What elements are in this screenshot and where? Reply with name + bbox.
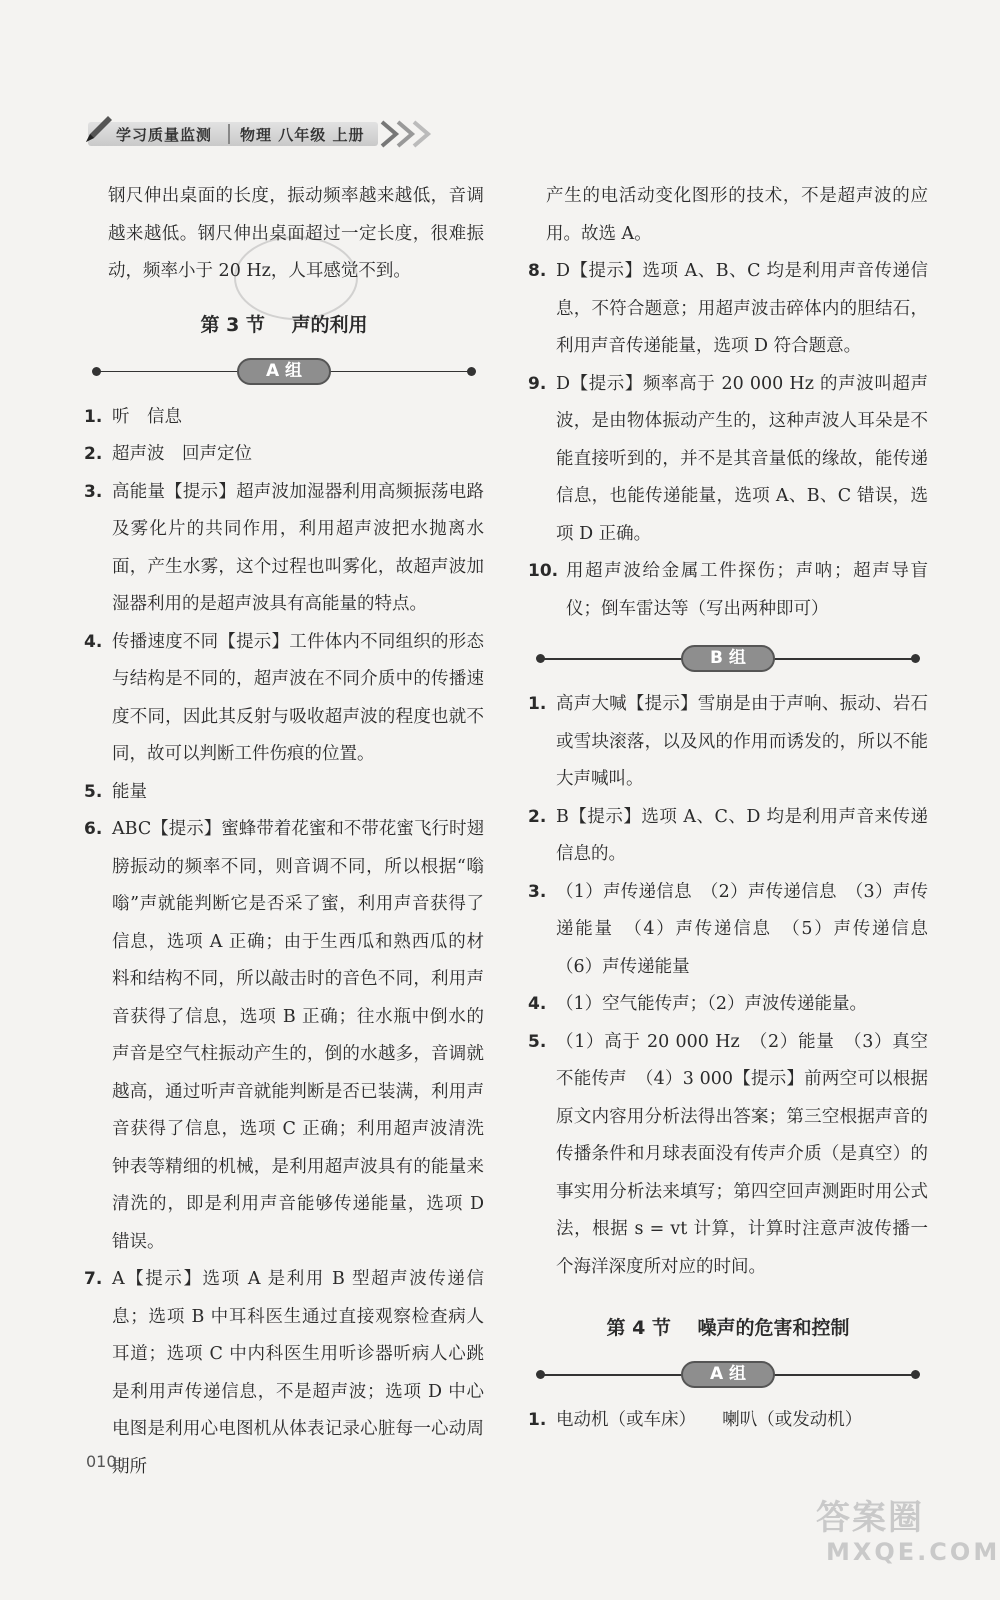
- item-number: 3.: [528, 881, 547, 902]
- item-number: 1.: [528, 1410, 547, 1430]
- answer-item: [84, 436, 484, 474]
- item-number: 4.: [528, 994, 547, 1014]
- item-text: 传播速度不同【提示】工件体内不同组织的形态与结构是不同的，超声波在不同介质中的传播速度不同，因此其反射与吸收超声波的程度也就不同，故可以判断工件伤痕的位置。: [112, 631, 484, 764]
- answer-item: [84, 774, 484, 812]
- item-text: 超声波 回声定位: [112, 444, 252, 464]
- header-divider: [228, 124, 230, 144]
- item-number: 2.: [84, 444, 103, 464]
- answer-item: [528, 986, 928, 1024]
- item-number: 2.: [528, 806, 547, 827]
- answer-item: [84, 624, 484, 774]
- item-text: （1）高于 20 000 Hz （2）能量 （3）真空不能传声 （4）3 000【提示】前两空可以根据原文内容用分析法得出答案；第三空根据声音的传播条件和月球表面没有传声介质（是真空）的事实用分析法来填写；第四空回声测距时用公式法，根据 s = vt 计算，计算时注意声波传播一个海洋深度所对应的时间。: [556, 1031, 928, 1277]
- group-label: B 组: [681, 645, 775, 672]
- item-number: 10.: [528, 561, 559, 581]
- section-number: 第 4 节: [606, 1317, 671, 1339]
- answer-item: [528, 874, 946, 987]
- section-name: 噪声的危害和控制: [697, 1317, 850, 1339]
- item-text: 用超声波给金属工件探伤；声呐；超声导盲仪；倒车雷达等（写出两种即可）: [566, 561, 928, 619]
- item-number: 1.: [528, 694, 547, 714]
- header-subject: 物理 八年级 上册: [240, 126, 365, 144]
- item-text: 高能量【提示】超声波加湿器利用高频振荡电路及雾化片的共同作用，利用超声波把水抛离水面，产生水雾，这个过程也叫雾化，故超声波加湿器利用的是超声波具有高能量的特点。: [112, 481, 484, 614]
- answer-item: [84, 474, 484, 624]
- watermark-url: MXQE.COM: [826, 1538, 1000, 1566]
- item-text: D【提示】频率高于 20 000 Hz 的声波叫超声波，是由物体振动产生的，这种声波人耳朵是不能直接听到的，并不是其音量低的缘故，能传递信息，也能传递能量，选项 A、B、C 错误，选项 D 正确。: [556, 373, 928, 544]
- answer-item: [528, 1402, 928, 1440]
- group-label: A 组: [237, 358, 331, 385]
- right-column: [528, 178, 946, 1440]
- item-text: A【提示】选项 A 是利用 B 型超声波传递信息；选项 B 中耳科医生通过直接观察检查病人耳道；选项 C 中内科医生用听诊器听病人心跳是利用声传递信息，不是超声波；选项 D 中心电图是利用心电图机从体表记录心脏每一心动周期所: [112, 1269, 484, 1477]
- item-text: 高声大喊【提示】雪崩是由于声响、振动、岩石或雪块滚落，以及风的作用而诱发的，所以不能大声喊叫。: [556, 694, 928, 789]
- answer-item: [84, 811, 484, 1261]
- item-text: （1）声传递信息 （2）声传递信息 （3）声传递能量 （4）声传递信息 （5）声传递信息 （6）声传递能量: [556, 881, 946, 977]
- item-number: 6.: [84, 819, 103, 839]
- answer-item: [528, 253, 928, 366]
- page-header: [88, 118, 448, 150]
- answer-item: [84, 399, 484, 437]
- item-number: 5.: [84, 781, 103, 802]
- answer-item: [528, 1024, 928, 1287]
- item-number: 1.: [84, 406, 103, 427]
- chevron-right-icon: [380, 120, 440, 148]
- item-text: ABC【提示】蜜蜂带着花蜜和不带花蜜飞行时翅膀振动的频率不同，则音调不同，所以根据“嗡嗡”声就能判断它是否采了蜜，利用声音获得了信息，选项 A 正确；由于生西瓜和熟西瓜的材料和结构不同，所以敲击时的音色不同，利用声音获得了信息，选项 B 正确；往水瓶中倒水的声音是空气柱振动产生的，倒的水越多，音调就越高，通过听声音就能判断是否已装满，利用声音获得了信息，选项 C 正确；利用超声波清洗钟表等精细的机械，是利用超声波具有的能量来清洗的，即是利用声音能够传递能量，选项 D 错误。: [112, 819, 484, 1252]
- answer-item: [528, 553, 928, 628]
- continuation-text: 钢尺伸出桌面的长度，振动频率越来越低，音调越来越低。钢尺伸出桌面超过一定长度，很难振动，频率小于 20 Hz，人耳感觉不到。: [108, 186, 484, 281]
- answer-item: [528, 366, 928, 554]
- item-number: 9.: [528, 373, 547, 394]
- group-label: A 组: [681, 1361, 775, 1388]
- item-number: 4.: [84, 631, 103, 652]
- item-text: D【提示】选项 A、B、C 均是利用声音传递信息，不符合题意；用超声波击碎体内的胆结石，利用声音传递能量，选项 D 符合题意。: [556, 261, 928, 356]
- item-text: 听 信息: [112, 406, 182, 427]
- item-text: B【提示】选项 A、C、D 均是利用声音来传递信息的。: [556, 806, 928, 864]
- header-series-title: 学习质量监测: [116, 126, 213, 144]
- group-divider-a: [84, 355, 484, 389]
- item-text: 能量: [112, 781, 147, 802]
- section-title-4: [528, 1308, 928, 1348]
- page-number: 010: [86, 1452, 117, 1471]
- section-title-3: [84, 305, 484, 345]
- item-text: （1）空气能传声；（2）声波传递能量。: [556, 994, 868, 1014]
- item-number: 8.: [528, 261, 547, 281]
- answer-item: [84, 1261, 484, 1486]
- item-number: 7.: [84, 1269, 103, 1289]
- group-divider-b: [528, 642, 928, 676]
- item-number: 3.: [84, 481, 103, 502]
- watermark-logo: 答案圈: [816, 1498, 924, 1538]
- section-name: 声的利用: [291, 313, 368, 336]
- answer-item: [528, 799, 928, 874]
- pencil-icon: [82, 112, 116, 146]
- item-number: 5.: [528, 1031, 547, 1052]
- left-column: [84, 178, 484, 1486]
- item-text: 电动机（或车床） 喇叭（或发动机）: [556, 1410, 863, 1430]
- group-divider-a2: [528, 1358, 928, 1392]
- continuation-text: 产生的电活动变化图形的技术，不是超声波的应用。故选 A。: [546, 186, 928, 244]
- section-number: 第 3 节: [200, 313, 265, 336]
- answer-item: [528, 686, 928, 799]
